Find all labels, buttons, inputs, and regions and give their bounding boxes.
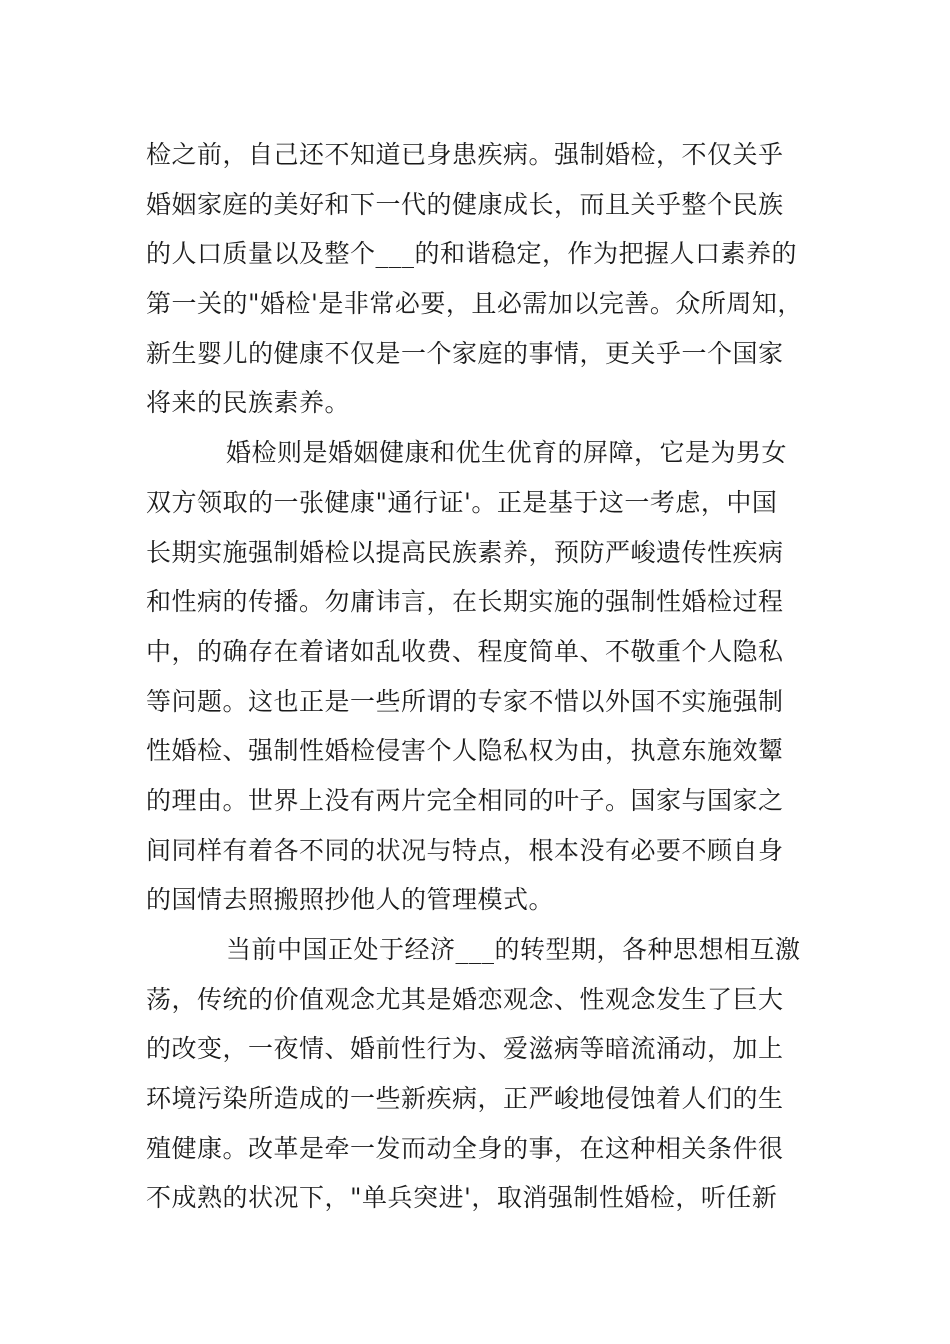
text-line: 等问题。这也正是一些所谓的专家不惜以外国不实施强制 [146, 686, 784, 716]
text-line: 的人口质量以及整个___的和谐稳定，作为把握人口素养的 [146, 239, 798, 269]
text-line: 检之前，自己还不知道已身患疾病。强制婚检，不仅关乎 [146, 140, 784, 169]
text-line: 新生婴儿的健康不仅是一个家庭的事情，更关乎一个国家 [146, 338, 784, 368]
text-line: 的改变，一夜情、婚前性行为、爱滋病等暗流涌动，加上 [146, 1034, 784, 1064]
text-line: 殖健康。改革是牵一发而动全身的事，在这种相关条件很 [146, 1133, 784, 1163]
text-line: 将来的民族素养。 [146, 388, 351, 418]
text-line: 双方领取的一张健康"通行证'。正是基于这一考虑，中国 [146, 487, 778, 517]
text-line: 婚姻家庭的美好和下一代的健康成长，而且关乎整个民族 [146, 189, 784, 219]
text-line: 不成熟的状况下，"单兵突进'，取消强制性婚检，听任新 [146, 1183, 778, 1213]
text-line: 的理由。世界上没有两片完全相同的叶子。国家与国家之 [146, 785, 784, 815]
text-line: 和性病的传播。勿庸讳言，在长期实施的强制性婚检过程 [146, 587, 784, 617]
text-line: 第一关的"婚检'是非常必要，且必需加以完善。众所周知， [146, 289, 803, 319]
text-line: 的国情去照搬照抄他人的管理模式。 [146, 885, 555, 915]
text-line: 婚检则是婚姻健康和优生优育的屏障，它是为男女 [226, 438, 788, 468]
text-line: 长期实施强制婚检以提高民族素养，预防严峻遗传性疾病 [146, 537, 784, 567]
text-line: 性婚检、强制性婚检侵害个人隐私权为由，执意东施效颦 [146, 736, 784, 766]
text-line: 环境污染所造成的一些新疾病，正严峻地侵蚀着人们的生 [146, 1084, 784, 1114]
text-line: 荡，传统的价值观念尤其是婚恋观念、性观念发生了巨大 [146, 984, 784, 1014]
text-line: 当前中国正处于经济___的转型期，各种思想相互激 [226, 935, 801, 964]
text-line: 间同样有着各不同的状况与特点，根本没有必要不顾自身 [146, 835, 784, 865]
text-line: 中，的确存在着诸如乱收费、程度简单、不敬重个人隐私 [146, 636, 784, 666]
body-text [146, 130, 816, 1223]
